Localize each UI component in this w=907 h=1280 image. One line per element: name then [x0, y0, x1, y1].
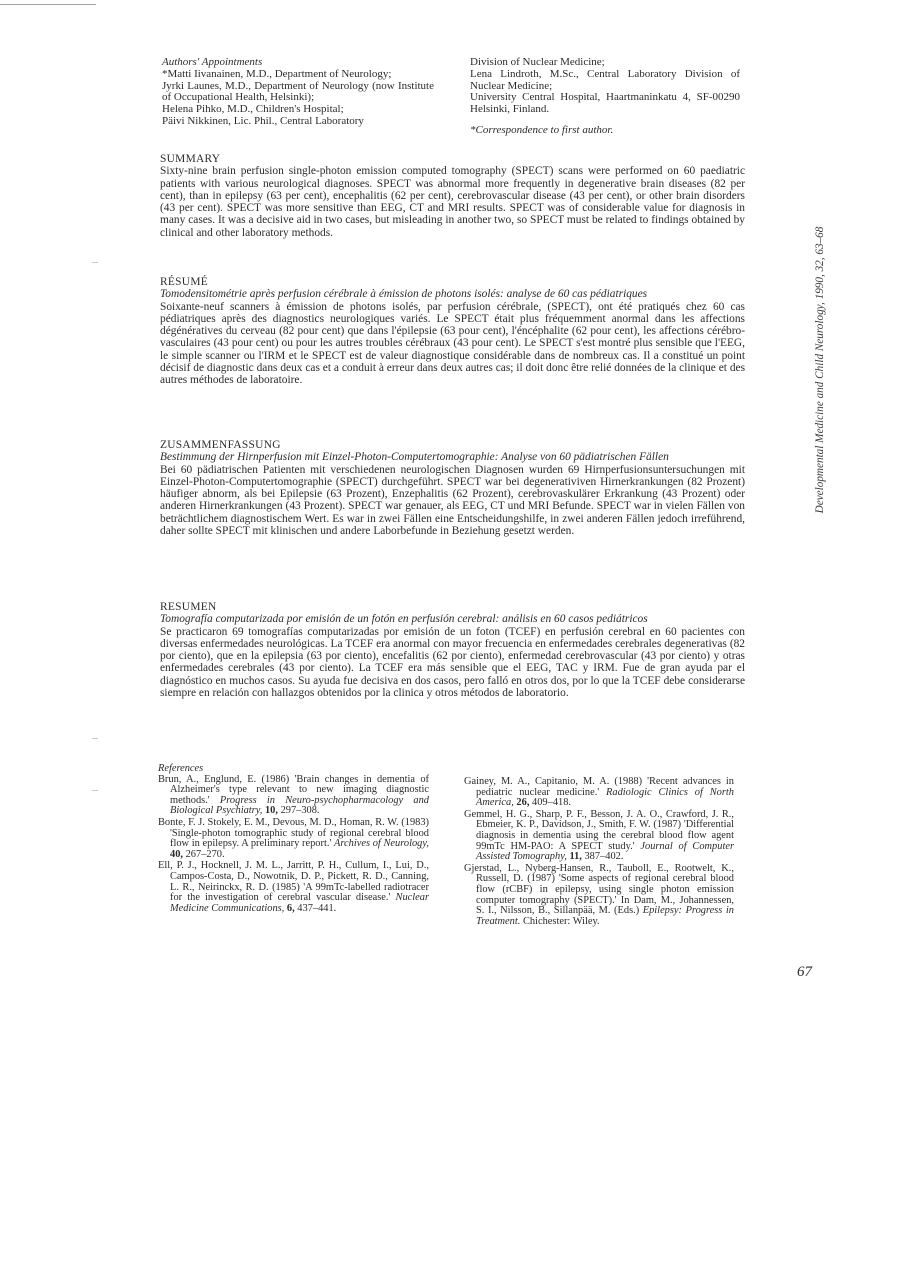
- reference-volume: 10,: [264, 805, 278, 817]
- resumen-body: Se practicaron 69 tomografías computarizadas por emisión de un foton (TCEF) en perfusión cerebral en 60 pacientes con diversas enfermedades neurológicas. La TCEF era anormal con mayor frecuencia en enfermedades cerebrales degenerativas (82 por ciento), que en la epilepsia (63 por ciento), encefalitis (62 por ciento), enfermedad cerebrovascular (43 por ciento) y otras enfermedades cerebrales (43 por ciento). La TCEF era más sensible que el EEG, TAC y IRM. Fue de gran ayuda par el diagnóstico en muchos casos. Su ayuda fue decisiva en dos casos, pero falló en otros dos, por lo que la TCEF debe considerarse siempre en relación con hallazgos obtenidos por la clinica y otros métodos de laboratorio.: [160, 625, 745, 700]
- author-line: Päivi Nikkinen, Lic. Phil., Central Laboratory: [162, 114, 364, 127]
- reference-volume: 40,: [170, 848, 183, 860]
- author-line: Helena Pihko, M.D., Children's Hospital;: [162, 103, 344, 116]
- zusammenfassung-heading: ZUSAMMENFASSUNG: [160, 439, 281, 451]
- reference-pages: 387–402.: [584, 851, 624, 863]
- reference-authors: Gemmel, H. G., Sharp, P. F., Besson, J. A. O., Crawford, J. R., Ebmeier, K. P., Davidson, J., Smith, F. W. (1987) 'Differential diagnosis in dementia using the cerebral blood flow agent 99mTc HM-PAO: A SPECT study.': [464, 808, 734, 852]
- reference-journal: Archives of Neurology,: [334, 838, 429, 850]
- reference-entry: [158, 861, 429, 914]
- reference-entry: [158, 818, 429, 860]
- reference-authors: Gainey, M. A., Capitanio, M. A. (1988) 'Recent advances in pediatric nuclear medicine.': [464, 776, 734, 798]
- reference-pages: 409–418.: [532, 797, 571, 809]
- resume-section: [160, 276, 745, 387]
- zusammenfassung-title: Bestimmung der Hirnperfusion mit Einzel-Photon-Computertomographie: Analyse von 60 pädiatrischen Fällen: [160, 451, 669, 464]
- reference-entry: [464, 777, 734, 809]
- reference-authors: Gjerstad, L., Nyberg-Hansen, R., Tauboll, E., Rootwelt, K., Russell, D. (1987) 'Some aspects of regional cerebral blood flow (rCBF) in epilepsy, using single photon emission computer tomography (SPECT).' In Dam, M., Johannessen, S. I., Nilsson, B., Sillanpää, M. (Eds.): [464, 862, 734, 917]
- resume-title: Tomodensitométrie après perfusion cérébrale à émission de photons isolés: analyse de 60 cas pédiatriques: [160, 288, 648, 301]
- summary-body: Sixty-nine brain perfusion single-photon emission computed tomography (SPECT) scans were performed on 60 paediatric patients with various neurological diagnoses. SPECT was abnormal more frequently in degenerative brain diseases (82 per cent), than in epilepsy (63 per cent), encephalitis (62 per cent), cerebrovascular disease (43 per cent), or other brain disorders (43 per cent). SPECT was more sensitive than EEG, CT and MRI results. SPECT was of considerable value for diagnosis in many cases. It was a decisive aid in two cases, but misleading in another two, so SPECT must be related to findings obtained by clinical and other laboratory methods.: [160, 165, 745, 239]
- zusammenfassung-section: [160, 439, 745, 537]
- author-appointments-right: [470, 57, 740, 137]
- author-line: Jyrki Launes, M.D., Department of Neurology (now Institute of Occupational Health, Helsinki);: [162, 79, 434, 104]
- author-line: Division of Nuclear Medicine;: [470, 56, 605, 68]
- resumen-section: [160, 601, 745, 699]
- reference-journal: Radiologic Clinics of North America,: [476, 786, 734, 809]
- page-number: 67: [797, 964, 812, 980]
- reference-volume: 26,: [516, 797, 530, 809]
- correspondence-note: *Correspondence to first author.: [470, 123, 614, 136]
- resumen-heading: RESUMEN: [160, 601, 217, 613]
- top-rule: [0, 4, 96, 5]
- summary-section: [160, 153, 745, 239]
- reference-pages: 297–308.: [280, 805, 320, 817]
- reference-journal: Epilepsy: Progress in Treatment.: [476, 905, 734, 927]
- reference-volume: 6,: [286, 902, 295, 914]
- reference-authors: Bonte, F. J. Stokely, E. M., Devous, M. D., Homan, R. W. (1983) 'Single-photon tomographic study of regional cerebral blood flow in epilepsy. A preliminary report.': [158, 816, 429, 850]
- reference-pages: 267–270.: [185, 848, 225, 860]
- references-left-column: [158, 764, 429, 915]
- resume-heading: RÉSUMÉ: [160, 276, 209, 288]
- reference-journal: Progress in Neuro-psychopharmacology and Biological Psychiatry,: [170, 794, 429, 817]
- author-line: Lena Lindroth, M.Sc., Central Laboratory Division of Nuclear Medicine;: [470, 67, 740, 92]
- author-appointments-left: [162, 57, 434, 128]
- reference-pages: 437–441.: [297, 902, 337, 914]
- author-line: University Central Hospital, Haartmaninkatu 4, SF-00290 Helsinki, Finland.: [470, 91, 740, 116]
- reference-pages: Chichester: Wiley.: [522, 915, 600, 927]
- reference-volume: 11,: [569, 851, 582, 863]
- scan-mark: [92, 790, 98, 791]
- reference-authors: Ell, P. J., Hocknell, J. M. L., Jarritt, P. H., Cullum, I., Lui, D., Campos-Costa, D., Nowotnik, D. P., Pickett, R. D., Canning, L. R., Neirinckx, R. D. (1985) 'A 99mTc-labelled radiotracer for the investigation of cerebral vascular disease.': [158, 860, 429, 904]
- resumen-title: Tomografía computarizada por emisión de un fotón en perfusión cerebral: análisis en 60 casos pediátricos: [160, 613, 648, 626]
- reference-entry: [464, 864, 734, 928]
- scan-mark: [92, 262, 98, 263]
- resume-body: Soixante-neuf scanners à émission de photons isolés, par perfusion cérébrale, (SPECT), ont été pratiqués chez 60 cas pédiatriques après des diagnostics neurologiques variés. Le SPECT était plus fréquemment anormal dans les affections dégénératives du cerveau (82 pour cent) que dans l'épilepsie (63 pour cent), l'éncéphalite (62 pour cent), les affections cérébro-vasculaires (43 pour cent) ou pour les autres troubles cérébraux (43 pour cent). Le SPECT s'est montré plus sensible que l'EEG, le simple scanner ou l'IRM et le SPECT est de valeur diagnostique considérable dans de nombreux cas. Il a constitué un point décisif de diagnostic dans deux cas et a conduit à erreur dans deux autres cas; il doit donc être relié données de la clinique et des autres méthodes de laboratoire.: [160, 300, 745, 387]
- references-heading: References: [158, 763, 204, 774]
- scan-mark: [92, 738, 98, 739]
- summary-heading: SUMMARY: [160, 153, 221, 165]
- reference-journal: Nuclear Medicine Communications,: [170, 892, 429, 914]
- journal-citation: Developmental Medicine and Child Neurology, 1990, 32, 63–68: [814, 226, 826, 514]
- reference-journal: Journal of Computer Assisted Tomography,: [476, 840, 734, 863]
- references-right-column: [464, 777, 734, 928]
- author-line: *Matti Iivanainen, M.D., Department of Neurology;: [162, 67, 392, 80]
- reference-authors: Brun, A., Englund, E. (1986) 'Brain changes in dementia of Alzheimer's type relevant to new imaging diagnostic methods.': [158, 773, 429, 806]
- authors-heading: Authors' Appointments: [162, 56, 263, 68]
- reference-entry: [158, 775, 429, 817]
- reference-entry: [464, 810, 734, 863]
- zusammenfassung-body: Bei 60 pädiatrischen Patienten mit verschiedenen neurologischen Diagnosen wurden 69 Hirnperfusionsuntersuchungen mit Einzel-Photon-Computertomographie (SPECT) durchgeführt. SPECT war bei degenerativiven Hirnerkrankungen (82 Prozent) häufiger abnorm, als bei Epilepsie (63 Prozent), Enzephalitis (62 Prozent), cerebrovaskulärer Erkrankung (43 Prozent) oder anderen Hirnerkrankungen (43 Prozent). SPECT war genauer, als EEG, CT und MRI Befunde. SPECT war in vielen Fällen von beträchtlichem diagnostischem Wert. Es war in zwei Fällen eine Entscheidungshilfe, in zwei anderen Fällen jedoch irreführend, daher sollte SPECT mit klinischen und andere Laborbefunde in Beziehung gesetzt werden.: [160, 463, 745, 538]
